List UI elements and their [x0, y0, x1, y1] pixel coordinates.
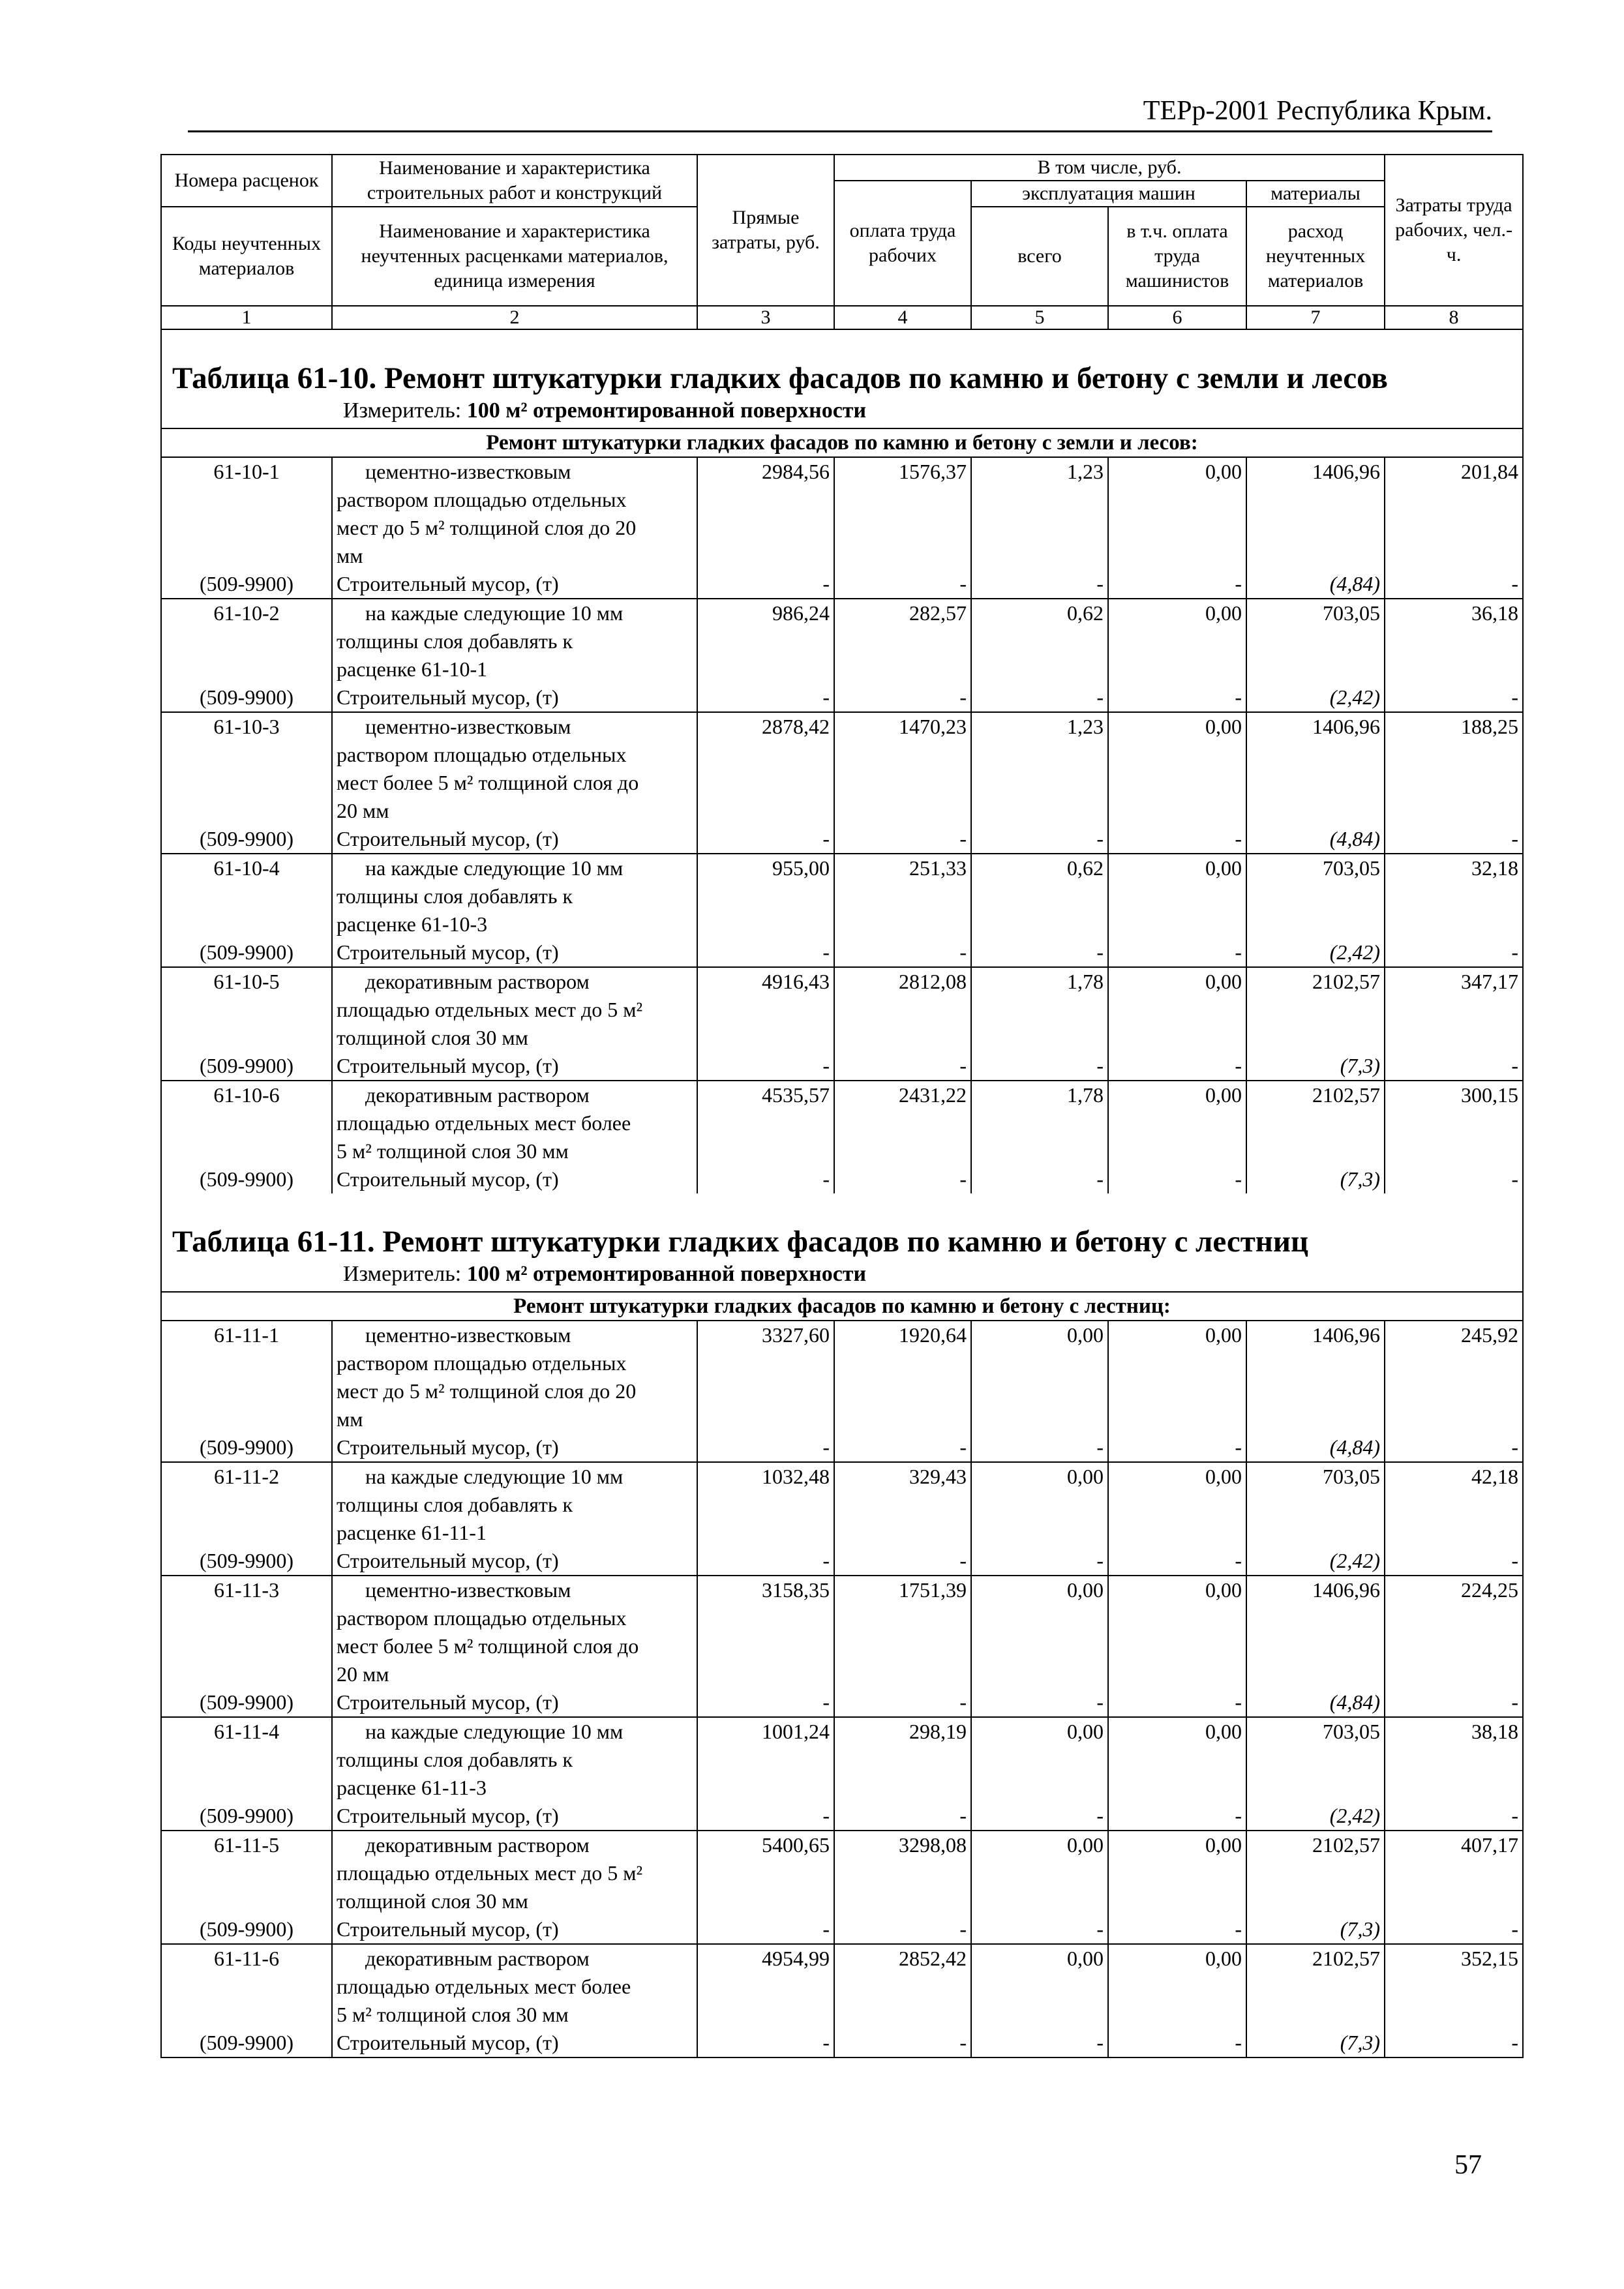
material-name: Строительный мусор, (т): [332, 1433, 697, 1462]
material-row: [161, 570, 1523, 599]
rate-hours: 352,15: [1385, 1944, 1523, 2029]
material-value-m6: -: [1108, 1433, 1246, 1462]
header-direct-costs: Прямые затраты, руб.: [697, 155, 834, 306]
column-number: 1: [161, 306, 332, 329]
material-value-m5: -: [971, 1688, 1108, 1717]
rate-mach: 0,00: [971, 1831, 1108, 1915]
material-value-m7: (4,84): [1246, 1433, 1385, 1462]
description-line: площадью отдельных мест до 5 м²: [337, 998, 643, 1021]
material-name: Строительный мусор, (т): [332, 570, 697, 599]
rate-code: 61-10-6: [161, 1081, 332, 1165]
material-value-m3: -: [697, 1433, 834, 1462]
column-number: 3: [697, 306, 834, 329]
material-row: [161, 1688, 1523, 1717]
description-line: площадью отдельных мест более: [337, 1975, 631, 1998]
rate-code: 61-10-2: [161, 599, 332, 683]
material-value-m6: -: [1108, 683, 1246, 712]
material-value-m3: -: [697, 1165, 834, 1193]
rate-materials: 2102,57: [1246, 1831, 1385, 1915]
material-value-m8: -: [1385, 570, 1523, 599]
rate-description: [332, 1321, 697, 1433]
material-value-m6: -: [1108, 1802, 1246, 1831]
rate-labor: 1470,23: [834, 712, 971, 825]
material-name: Строительный мусор, (т): [332, 1802, 697, 1831]
material-value-m3: -: [697, 1915, 834, 1944]
rate-description: [332, 967, 697, 1052]
rate-hours: 188,25: [1385, 712, 1523, 825]
material-name: Строительный мусор, (т): [332, 1915, 697, 1944]
rate-mach: 0,00: [971, 1576, 1108, 1688]
description-line: 5 м² толщиной слоя 30 мм: [337, 2003, 569, 2026]
material-row: [161, 683, 1523, 712]
rate-description: [332, 1081, 697, 1165]
rate-code: 61-11-2: [161, 1462, 332, 1547]
column-number: 7: [1246, 306, 1385, 329]
table-title: Таблица 61-11. Ремонт штукатурки гладких фасадов по камню и бетону с лестниц: [161, 1193, 1523, 1260]
material-value-m8: -: [1385, 1547, 1523, 1576]
rate-row: [161, 1462, 1523, 1547]
rate-row: [161, 599, 1523, 683]
rate-row: [161, 854, 1523, 938]
column-number: 5: [971, 306, 1108, 329]
meter-value: 100 м² отремонтированной поверхности: [466, 398, 867, 423]
rate-materials: 2102,57: [1246, 1081, 1385, 1165]
description-line: на каждые следующие 10 мм: [365, 1465, 624, 1488]
meter-label: Измеритель:: [343, 398, 462, 423]
material-value-m4: -: [834, 1688, 971, 1717]
rate-direct: 986,24: [697, 599, 834, 683]
material-row: [161, 938, 1523, 967]
material-row: [161, 1802, 1523, 1831]
material-row: [161, 1052, 1523, 1081]
section-row: [161, 428, 1523, 457]
rate-labor: 1576,37: [834, 457, 971, 570]
rate-mach-labor: 0,00: [1108, 1717, 1246, 1802]
description-line: на каждые следующие 10 мм: [365, 1720, 624, 1743]
material-value-m5: -: [971, 825, 1108, 854]
description-line: цементно-известковым: [365, 1323, 571, 1347]
material-value-m7: (4,84): [1246, 1688, 1385, 1717]
rate-mach-labor: 0,00: [1108, 1321, 1246, 1433]
description-line: раствором площадью отдельных: [337, 1606, 627, 1630]
material-row: [161, 1915, 1523, 1944]
header-machines-total: всего: [971, 207, 1108, 306]
rate-mach-labor: 0,00: [1108, 967, 1246, 1052]
material-value-m7: (2,42): [1246, 683, 1385, 712]
rate-description: [332, 854, 697, 938]
rate-row: [161, 1944, 1523, 2029]
rate-materials: 1406,96: [1246, 457, 1385, 570]
rate-code: 61-10-5: [161, 967, 332, 1052]
rate-direct: 3327,60: [697, 1321, 834, 1433]
material-value-m7: (4,84): [1246, 570, 1385, 599]
material-code: (509-9900): [161, 1802, 332, 1831]
material-value-m3: -: [697, 2029, 834, 2057]
rate-mach: 1,23: [971, 712, 1108, 825]
meter-row: [161, 396, 1523, 428]
meter: [161, 396, 1523, 428]
material-value-m5: -: [971, 2029, 1108, 2057]
column-numbers-row: [161, 306, 1523, 329]
material-value-m6: -: [1108, 938, 1246, 967]
section-row: [161, 1292, 1523, 1321]
material-value-m6: -: [1108, 1052, 1246, 1081]
rate-mach-labor: 0,00: [1108, 1944, 1246, 2029]
material-value-m3: -: [697, 1688, 834, 1717]
material-value-m4: -: [834, 1547, 971, 1576]
page-number: 57: [1454, 2150, 1482, 2180]
material-name: Строительный мусор, (т): [332, 1052, 697, 1081]
rate-mach-labor: 0,00: [1108, 1081, 1246, 1165]
rate-materials: 1406,96: [1246, 1576, 1385, 1688]
material-value-m5: -: [971, 1547, 1108, 1576]
rate-code: 61-11-1: [161, 1321, 332, 1433]
meter-label: Измеритель:: [343, 1262, 462, 1286]
rate-materials: 1406,96: [1246, 712, 1385, 825]
rate-mach: 0,62: [971, 854, 1108, 938]
material-value-m5: -: [971, 1915, 1108, 1944]
material-value-m8: -: [1385, 683, 1523, 712]
rate-hours: 347,17: [1385, 967, 1523, 1052]
material-value-m6: -: [1108, 825, 1246, 854]
rate-code: 61-11-6: [161, 1944, 332, 2029]
header-materials: материалы: [1246, 181, 1385, 207]
description-line: раствором площадью отдельных: [337, 743, 627, 766]
rate-description: [332, 712, 697, 825]
meter-row: [161, 1260, 1523, 1292]
rate-row: [161, 1717, 1523, 1802]
description-line: площадью отдельных мест до 5 м²: [337, 1861, 643, 1885]
material-value-m7: (7,3): [1246, 1165, 1385, 1193]
material-value-m8: -: [1385, 1433, 1523, 1462]
header-including-group: В том числе, руб.: [834, 155, 1385, 181]
material-row: [161, 825, 1523, 854]
rate-description: [332, 1576, 697, 1688]
rate-hours: 32,18: [1385, 854, 1523, 938]
material-value-m4: -: [834, 1802, 971, 1831]
material-value-m5: -: [971, 570, 1108, 599]
material-name: Строительный мусор, (т): [332, 2029, 697, 2057]
material-code: (509-9900): [161, 1433, 332, 1462]
description-line: цементно-известковым: [365, 715, 571, 738]
rate-mach: 1,78: [971, 1081, 1108, 1165]
material-value-m5: -: [971, 1433, 1108, 1462]
material-value-m4: -: [834, 1915, 971, 1944]
material-value-m7: (2,42): [1246, 1802, 1385, 1831]
rate-labor: 282,57: [834, 599, 971, 683]
rate-materials: 703,05: [1246, 1462, 1385, 1547]
material-value-m3: -: [697, 1547, 834, 1576]
table-body: [161, 329, 1523, 2057]
rate-code: 61-10-4: [161, 854, 332, 938]
rate-description: [332, 599, 697, 683]
running-header: ТЕРр-2001 Республика Крым.: [188, 95, 1492, 132]
material-code: (509-9900): [161, 825, 332, 854]
description-line: на каждые следующие 10 мм: [365, 856, 624, 880]
rate-row: [161, 1831, 1523, 1915]
rate-hours: 300,15: [1385, 1081, 1523, 1165]
rate-description: [332, 1944, 697, 2029]
description-line: цементно-известковым: [365, 1578, 571, 1602]
header-material-codes: Коды неучтенных материалов: [161, 207, 332, 306]
rate-mach-labor: 0,00: [1108, 599, 1246, 683]
material-value-m7: (7,3): [1246, 2029, 1385, 2057]
rate-description: [332, 1831, 697, 1915]
material-value-m8: -: [1385, 1688, 1523, 1717]
rate-direct: 5400,65: [697, 1831, 834, 1915]
header-rate-numbers: Номера расценок: [161, 155, 332, 207]
rate-code: 61-11-5: [161, 1831, 332, 1915]
column-number: 6: [1108, 306, 1246, 329]
rate-row: [161, 457, 1523, 570]
description-line: декоративным раствором: [365, 1947, 590, 1970]
material-value-m3: -: [697, 1052, 834, 1081]
rate-hours: 245,92: [1385, 1321, 1523, 1433]
rate-description: [332, 1462, 697, 1547]
rate-labor: 2812,08: [834, 967, 971, 1052]
material-value-m8: -: [1385, 1052, 1523, 1081]
column-number: 2: [332, 306, 697, 329]
description-line: цементно-известковым: [365, 460, 571, 483]
rate-materials: 2102,57: [1246, 1944, 1385, 2029]
column-number: 8: [1385, 306, 1523, 329]
rate-row: [161, 712, 1523, 825]
rate-row: [161, 1321, 1523, 1433]
rate-materials: 2102,57: [1246, 967, 1385, 1052]
rate-hours: 36,18: [1385, 599, 1523, 683]
rate-labor: 2431,22: [834, 1081, 971, 1165]
rate-description: [332, 457, 697, 570]
material-value-m4: -: [834, 1052, 971, 1081]
material-value-m8: -: [1385, 938, 1523, 967]
rate-direct: 4954,99: [697, 1944, 834, 2029]
rate-row: [161, 967, 1523, 1052]
material-code: (509-9900): [161, 1052, 332, 1081]
description-line: 5 м² толщиной слоя 30 мм: [337, 1139, 569, 1163]
description-line: 20 мм: [337, 1662, 389, 1686]
rate-code: 61-11-3: [161, 1576, 332, 1688]
rate-hours: 42,18: [1385, 1462, 1523, 1547]
material-value-m4: -: [834, 1165, 971, 1193]
rate-direct: 1001,24: [697, 1717, 834, 1802]
material-value-m8: -: [1385, 1165, 1523, 1193]
material-value-m5: -: [971, 683, 1108, 712]
header-labor-pay: оплата труда рабочих: [834, 181, 971, 306]
material-value-m4: -: [834, 825, 971, 854]
rate-code: 61-10-3: [161, 712, 332, 825]
description-line: площадью отдельных мест более: [337, 1111, 631, 1135]
rate-direct: 2984,56: [697, 457, 834, 570]
rate-labor: 1751,39: [834, 1576, 971, 1688]
description-line: толщиной слоя 30 мм: [337, 1026, 528, 1049]
description-line: мест до 5 м² толщиной слоя до 20: [337, 516, 637, 539]
material-value-m8: -: [1385, 1802, 1523, 1831]
header-material-consumption: расход неучтенных материалов: [1246, 207, 1385, 306]
rates-table: [160, 154, 1524, 2058]
description-line: расценке 61-10-3: [337, 912, 488, 936]
rate-mach-labor: 0,00: [1108, 1462, 1246, 1547]
material-value-m3: -: [697, 570, 834, 599]
description-line: толщины слоя добавлять к: [337, 629, 573, 653]
description-line: расценке 61-11-3: [337, 1776, 487, 1799]
header-machinist-pay: в т.ч. оплата труда машинистов: [1108, 207, 1246, 306]
material-value-m5: -: [971, 1165, 1108, 1193]
description-line: мм: [337, 1407, 363, 1431]
rate-hours: 224,25: [1385, 1576, 1523, 1688]
rate-mach-labor: 0,00: [1108, 457, 1246, 570]
description-line: мест более 5 м² толщиной слоя до: [337, 1634, 639, 1658]
material-value-m5: -: [971, 1052, 1108, 1081]
rate-mach: 0,00: [971, 1462, 1108, 1547]
rate-code: 61-10-1: [161, 457, 332, 570]
meter-value: 100 м² отремонтированной поверхности: [466, 1262, 867, 1286]
material-value-m5: -: [971, 938, 1108, 967]
description-line: толщины слоя добавлять к: [337, 1493, 573, 1516]
material-value-m4: -: [834, 1433, 971, 1462]
rate-mach-labor: 0,00: [1108, 1576, 1246, 1688]
description-line: декоративным раствором: [365, 1833, 590, 1857]
material-value-m3: -: [697, 938, 834, 967]
material-value-m5: -: [971, 1802, 1108, 1831]
material-value-m7: (2,42): [1246, 1547, 1385, 1576]
material-code: (509-9900): [161, 2029, 332, 2057]
table-title: Таблица 61-10. Ремонт штукатурки гладких фасадов по камню и бетону с земли и лесов: [161, 329, 1523, 396]
material-row: [161, 1547, 1523, 1576]
rate-labor: 298,19: [834, 1717, 971, 1802]
description-line: раствором площадью отдельных: [337, 488, 627, 511]
material-name: Строительный мусор, (т): [332, 683, 697, 712]
rate-materials: 703,05: [1246, 599, 1385, 683]
rate-row: [161, 1576, 1523, 1688]
rate-mach: 1,23: [971, 457, 1108, 570]
rate-mach: 1,78: [971, 967, 1108, 1052]
material-name: Строительный мусор, (т): [332, 825, 697, 854]
rate-mach-labor: 0,00: [1108, 1831, 1246, 1915]
material-row: [161, 1165, 1523, 1193]
material-value-m8: -: [1385, 825, 1523, 854]
material-name: Строительный мусор, (т): [332, 1547, 697, 1576]
rate-materials: 703,05: [1246, 854, 1385, 938]
material-code: (509-9900): [161, 938, 332, 967]
header-labor-hours: Затраты труда рабочих, чел.-ч.: [1385, 155, 1523, 306]
material-code: (509-9900): [161, 683, 332, 712]
material-name: Строительный мусор, (т): [332, 938, 697, 967]
description-line: 20 мм: [337, 799, 389, 822]
material-value-m6: -: [1108, 570, 1246, 599]
header-work-name: Наименование и характеристика строительных работ и конструкций: [332, 155, 697, 207]
rate-mach: 0,62: [971, 599, 1108, 683]
material-row: [161, 1433, 1523, 1462]
material-value-m6: -: [1108, 2029, 1246, 2057]
material-value-m4: -: [834, 570, 971, 599]
material-value-m8: -: [1385, 2029, 1523, 2057]
rate-mach: 0,00: [971, 1321, 1108, 1433]
rate-direct: 3158,35: [697, 1576, 834, 1688]
material-code: (509-9900): [161, 1915, 332, 1944]
rate-row: [161, 1081, 1523, 1165]
section-heading: Ремонт штукатурки гладких фасадов по камню и бетону с земли и лесов:: [161, 428, 1523, 457]
material-value-m7: (7,3): [1246, 1052, 1385, 1081]
material-value-m4: -: [834, 2029, 971, 2057]
material-value-m7: (2,42): [1246, 938, 1385, 967]
meter: [161, 1260, 1523, 1292]
rate-materials: 1406,96: [1246, 1321, 1385, 1433]
description-line: расценке 61-11-1: [337, 1521, 487, 1544]
rate-direct: 2878,42: [697, 712, 834, 825]
table-title-row: [161, 329, 1523, 396]
material-code: (509-9900): [161, 570, 332, 599]
material-value-m3: -: [697, 683, 834, 712]
material-name: Строительный мусор, (т): [332, 1165, 697, 1193]
table-header: [161, 155, 1523, 329]
rate-description: [332, 1717, 697, 1802]
section-heading: Ремонт штукатурки гладких фасадов по камню и бетону с лестниц:: [161, 1292, 1523, 1321]
material-code: (509-9900): [161, 1688, 332, 1717]
rate-labor: 3298,08: [834, 1831, 971, 1915]
header-machines: эксплуатация машин: [971, 181, 1246, 207]
material-code: (509-9900): [161, 1547, 332, 1576]
rate-direct: 1032,48: [697, 1462, 834, 1547]
material-value-m3: -: [697, 825, 834, 854]
material-value-m4: -: [834, 683, 971, 712]
description-line: декоративным раствором: [365, 970, 590, 993]
rate-hours: 407,17: [1385, 1831, 1523, 1915]
material-value-m6: -: [1108, 1165, 1246, 1193]
material-code: (509-9900): [161, 1165, 332, 1193]
description-line: толщиной слоя 30 мм: [337, 1889, 528, 1913]
rate-code: 61-11-4: [161, 1717, 332, 1802]
material-value-m4: -: [834, 938, 971, 967]
rate-direct: 4535,57: [697, 1081, 834, 1165]
table-title-row: [161, 1193, 1523, 1260]
rate-hours: 201,84: [1385, 457, 1523, 570]
header-material-names: Наименование и характеристика неучтенных расценками материалов, единица измерения: [332, 207, 697, 306]
rate-labor: 329,43: [834, 1462, 971, 1547]
description-line: толщины слоя добавлять к: [337, 884, 573, 908]
description-line: декоративным раствором: [365, 1083, 590, 1107]
rate-hours: 38,18: [1385, 1717, 1523, 1802]
material-value-m6: -: [1108, 1915, 1246, 1944]
rate-labor: 251,33: [834, 854, 971, 938]
rate-mach-labor: 0,00: [1108, 854, 1246, 938]
material-value-m8: -: [1385, 1915, 1523, 1944]
material-value-m3: -: [697, 1802, 834, 1831]
material-value-m7: (7,3): [1246, 1915, 1385, 1944]
material-value-m6: -: [1108, 1688, 1246, 1717]
description-line: расценке 61-10-1: [337, 657, 488, 681]
rate-mach: 0,00: [971, 1717, 1108, 1802]
column-number: 4: [834, 306, 971, 329]
description-line: на каждые следующие 10 мм: [365, 601, 624, 625]
description-line: мест до 5 м² толщиной слоя до 20: [337, 1379, 637, 1403]
material-value-m7: (4,84): [1246, 825, 1385, 854]
rate-direct: 4916,43: [697, 967, 834, 1052]
description-line: раствором площадью отдельных: [337, 1351, 627, 1375]
rate-materials: 703,05: [1246, 1717, 1385, 1802]
rate-labor: 2852,42: [834, 1944, 971, 2029]
material-value-m6: -: [1108, 1547, 1246, 1576]
rate-direct: 955,00: [697, 854, 834, 938]
description-line: мм: [337, 544, 363, 567]
material-row: [161, 2029, 1523, 2057]
rate-labor: 1920,64: [834, 1321, 971, 1433]
description-line: мест более 5 м² толщиной слоя до: [337, 771, 639, 794]
description-line: толщины слоя добавлять к: [337, 1748, 573, 1771]
material-name: Строительный мусор, (т): [332, 1688, 697, 1717]
rate-mach-labor: 0,00: [1108, 712, 1246, 825]
rate-mach: 0,00: [971, 1944, 1108, 2029]
